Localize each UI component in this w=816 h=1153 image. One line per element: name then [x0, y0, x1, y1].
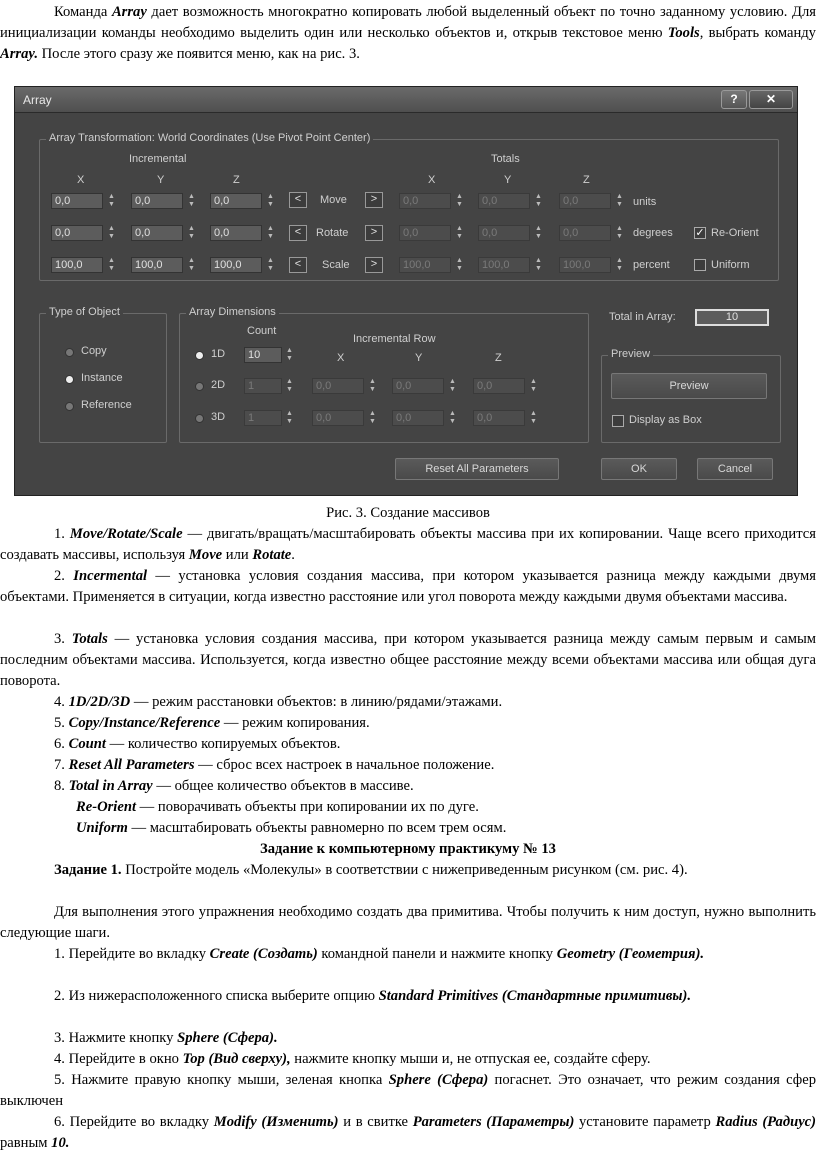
row-3d-y-field[interactable]: 0,0	[392, 410, 444, 426]
item-term: Totals	[71, 631, 108, 647]
step-term-2: Parameters (Параметры)	[412, 1114, 575, 1130]
2d-label: 2D	[211, 379, 226, 391]
item-text: — режим расстановки объектов: в линию/рядами/этажами.	[130, 694, 503, 710]
item-term-2: Move	[188, 547, 223, 563]
preview-button[interactable]: Preview	[611, 373, 767, 399]
spinner[interactable]: ▲ ▼	[535, 193, 542, 208]
spinner[interactable]: ▲ ▼	[369, 378, 376, 393]
spinner[interactable]: ▲ ▼	[286, 410, 293, 425]
reference-radio[interactable]	[65, 402, 74, 411]
1d-radio[interactable]	[195, 351, 204, 360]
incremental-row-header: Incremental Row	[353, 333, 436, 345]
step-item	[0, 1070, 816, 1112]
uniform-checkbox[interactable]	[694, 259, 706, 271]
preview-group-label: Preview	[608, 348, 653, 360]
item-term: Copy/Instance/Reference	[68, 715, 221, 731]
item-text: — сброс всех настроек в начальное положение.	[194, 757, 495, 773]
step-term: Standard Primitives (Стандартные примитивы).	[378, 988, 692, 1004]
step-item	[0, 1049, 816, 1070]
item-text: — масштабировать объекты равномерно по всем трем осям.	[127, 820, 507, 836]
count-2d-field[interactable]: 1	[244, 378, 282, 394]
list-item	[0, 755, 816, 776]
item-number: 6.	[54, 736, 69, 752]
step-item	[0, 986, 816, 1007]
intro-text-2: дает возможность многократно копировать любой выделенный объект по точно заданному условию. Для инициализации команды необходимо выделить один или несколько объектов и, открыв текстовое меню	[0, 4, 816, 41]
task-paragraph	[0, 860, 816, 881]
item-number: 7.	[54, 757, 69, 773]
item-term-3: Rotate	[252, 547, 292, 563]
scale-inc-x-field[interactable]: 100,0	[51, 257, 103, 273]
step-item	[0, 944, 816, 965]
type-group-label: Type of Object	[46, 306, 123, 318]
spinner[interactable]: ▲ ▼	[108, 225, 115, 240]
item-term: Count	[68, 736, 106, 752]
spinner[interactable]: ▲ ▼	[616, 193, 623, 208]
3d-radio[interactable]	[195, 414, 204, 423]
uniform-label: Uniform	[711, 259, 750, 271]
item-term: Total in Array	[68, 778, 153, 794]
item-text: — общее количество объектов в массиве.	[152, 778, 414, 794]
step-term-3: Radius (Радиус)	[715, 1114, 816, 1130]
totals-header: Totals	[491, 153, 520, 165]
spinner[interactable]: ▲ ▼	[530, 410, 537, 425]
inc-y-header: Y	[157, 174, 165, 186]
intro-paragraph	[0, 2, 816, 65]
task-label: Задание 1.	[54, 862, 122, 878]
spinner[interactable]: ▲ ▼	[188, 193, 195, 208]
item-number: 1.	[54, 526, 70, 542]
display-as-box-label: Display as Box	[629, 414, 702, 426]
spinner[interactable]: ▲ ▼	[616, 225, 623, 240]
1d-label: 1D	[211, 348, 226, 360]
array-dialog	[14, 86, 798, 496]
item-text: — двигать/вращать/масштабировать объекты массива при их копировании. Чаще всего приходится создавать массивы, используя	[0, 526, 816, 563]
copy-label: Copy	[81, 345, 107, 357]
step-text-2: и в свитке	[338, 1114, 413, 1130]
step-text: 6. Перейдите во вкладку	[54, 1114, 214, 1130]
move-tot-z-field[interactable]: 0,0	[559, 193, 611, 209]
spinner[interactable]: ▲ ▼	[108, 257, 115, 272]
list-item	[0, 629, 816, 692]
step-text: 2. Из нижерасположенного списка выберите опцию	[54, 988, 379, 1004]
rotate-inc-z-field[interactable]: 0,0	[210, 225, 262, 241]
item-text: — количество копируемых объектов.	[105, 736, 341, 752]
item-text: — поворачивать объекты при копировании их по дуге.	[136, 799, 479, 815]
ok-button[interactable]: OK	[601, 458, 677, 480]
row-2d-x-field[interactable]: 0,0	[312, 378, 364, 394]
step-term: Create (Создать)	[209, 946, 318, 962]
spinner[interactable]: ▲ ▼	[456, 225, 463, 240]
count-3d-field[interactable]: 1	[244, 410, 282, 426]
tot-x-header: X	[428, 174, 436, 186]
item-term: Incermental	[73, 568, 148, 584]
re-orient-checkbox[interactable]: ✓	[695, 227, 705, 239]
step-text: 5. Нажмите правую кнопку мыши, зеленая кнопка	[54, 1072, 389, 1088]
task-text: Постройте модель «Молекулы» в соответствии с нижеприведенным рисунком (см. рис. 4).	[121, 862, 688, 878]
row-y-header: Y	[415, 352, 423, 364]
step-term: Sphere (Сфера).	[177, 1030, 278, 1046]
step-text: 3. Нажмите кнопку	[54, 1030, 178, 1046]
step-term-4: 10.	[51, 1135, 70, 1151]
spinner[interactable]: ▲ ▼	[456, 257, 463, 272]
item-number: 8.	[54, 778, 69, 794]
spinner[interactable]: ▲ ▼	[369, 410, 376, 425]
intro-text-1: Команда	[54, 4, 112, 20]
copy-radio[interactable]	[65, 348, 74, 357]
help-button[interactable]: ?	[721, 90, 747, 109]
spinner[interactable]: ▲ ▼	[286, 347, 293, 362]
step-text-4: равным	[0, 1135, 52, 1151]
spinner[interactable]: ▲ ▼	[535, 257, 542, 272]
item-term: 1D/2D/3D	[68, 694, 131, 710]
spinner[interactable]: ▲ ▼	[108, 193, 115, 208]
tot-y-header: Y	[504, 174, 512, 186]
spinner[interactable]: ▲ ▼	[188, 257, 195, 272]
row-2d-y-field[interactable]: 0,0	[392, 378, 444, 394]
list-item	[0, 524, 816, 566]
row-3d-z-field[interactable]: 0,0	[473, 410, 525, 426]
scale-right-arrow-button[interactable]: >	[365, 257, 383, 273]
step-term: Sphere (Сфера)	[388, 1072, 489, 1088]
intro-array-term: Array	[111, 4, 147, 20]
item-term: Reset All Parameters	[68, 757, 195, 773]
tot-z-header: Z	[583, 174, 590, 186]
scale-left-arrow-button[interactable]: <	[289, 257, 307, 273]
spinner[interactable]: ▲ ▼	[449, 378, 456, 393]
step-text-2: погаснет. Это означает, что режим создания сфер выключен	[0, 1072, 816, 1109]
row-2d-z-field[interactable]: 0,0	[473, 378, 525, 394]
incremental-header: Incremental	[129, 153, 187, 165]
item-number: 2.	[54, 568, 74, 584]
step-term-2: Geometry (Геометрия).	[556, 946, 705, 962]
item-term: Move/Rotate/Scale	[69, 526, 183, 542]
scale-inc-z-field[interactable]: 100,0	[210, 257, 262, 273]
transform-group-label: Array Transformation: World Coordinates (Use Pivot Point Center)	[46, 132, 373, 144]
step-item	[0, 1028, 816, 1049]
inc-x-header: X	[77, 174, 85, 186]
list-item	[0, 566, 816, 608]
row-3d-x-field[interactable]: 0,0	[312, 410, 364, 426]
dialog-title: Array	[23, 93, 52, 107]
spinner[interactable]: ▲ ▼	[449, 410, 456, 425]
dialog-titlebar	[15, 87, 797, 113]
move-label: Move	[320, 194, 347, 206]
spinner[interactable]: ▲ ▼	[535, 225, 542, 240]
3d-label: 3D	[211, 411, 226, 423]
spinner[interactable]: ▲ ▼	[267, 257, 274, 272]
list-item	[0, 776, 816, 797]
item-number: 5.	[54, 715, 69, 731]
re-orient-label: Re-Orient	[711, 227, 759, 239]
row-z-header: Z	[495, 352, 502, 364]
scale-tot-y-field[interactable]: 100,0	[478, 257, 530, 273]
cancel-button[interactable]: Cancel	[697, 458, 773, 480]
spinner[interactable]: ▲ ▼	[286, 378, 293, 393]
count-header: Count	[247, 325, 277, 337]
units-label: units	[633, 196, 657, 208]
item-text: — установка условия создания массива, при котором указывается разница между каждыми двумя объектами. Применяется в ситуации, когда известно расстояние или угол поворота между каждыми двумя объектами массива.	[0, 568, 816, 605]
step-text: 1. Перейдите во вкладку	[54, 946, 210, 962]
scale-tot-z-field[interactable]: 100,0	[559, 257, 611, 273]
item-number: 3.	[54, 631, 72, 647]
spinner[interactable]: ▲ ▼	[267, 225, 274, 240]
total-in-array-label: Total in Array:	[609, 311, 676, 323]
intro-text-3: , выбрать команду	[699, 25, 816, 41]
reset-all-parameters-button[interactable]: Reset All Parameters	[395, 458, 559, 480]
scale-label: Scale	[322, 259, 350, 271]
list-item	[0, 713, 816, 734]
item-text-2: или	[222, 547, 253, 563]
rotate-tot-y-field[interactable]: 0,0	[478, 225, 530, 241]
step-item	[0, 1112, 816, 1153]
move-tot-y-field[interactable]: 0,0	[478, 193, 530, 209]
row-x-header: X	[337, 352, 345, 364]
move-tot-x-field[interactable]: 0,0	[399, 193, 451, 209]
move-right-arrow-button[interactable]: >	[365, 192, 383, 208]
move-inc-z-field[interactable]: 0,0	[210, 193, 262, 209]
move-inc-x-field[interactable]: 0,0	[51, 193, 103, 209]
spinner[interactable]: ▲ ▼	[616, 257, 623, 272]
spinner[interactable]: ▲ ▼	[267, 193, 274, 208]
rotate-inc-y-field[interactable]: 0,0	[131, 225, 183, 241]
step-text-2: командной панели и нажмите кнопку	[317, 946, 557, 962]
instance-radio[interactable]	[65, 375, 74, 384]
intro-text-4: После этого сразу же появится меню, как на рис. 3.	[37, 46, 360, 62]
list-item	[0, 692, 816, 713]
count-1d-field[interactable]: 10	[244, 347, 282, 363]
step-term: Top (Вид сверху),	[182, 1051, 291, 1067]
rotate-tot-z-field[interactable]: 0,0	[559, 225, 611, 241]
list-item	[0, 797, 816, 818]
intro-tools-term: Tools	[667, 25, 700, 41]
close-button[interactable]: ✕	[749, 90, 793, 109]
scale-tot-x-field[interactable]: 100,0	[399, 257, 451, 273]
reference-label: Reference	[81, 399, 132, 411]
item-number: 4.	[54, 694, 69, 710]
scale-inc-y-field[interactable]: 100,0	[131, 257, 183, 273]
list-item	[0, 734, 816, 755]
spinner[interactable]: ▲ ▼	[530, 378, 537, 393]
item-text-3: .	[291, 547, 295, 563]
intro-array-command: Array.	[0, 46, 38, 62]
inc-z-header: Z	[233, 174, 240, 186]
degrees-label: degrees	[633, 227, 673, 239]
task-intro: Для выполнения этого упражнения необходимо создать два примитива. Чтобы получить к ним доступ, нужно выполнить следующие шаги.	[0, 904, 816, 941]
step-text-3: установите параметр	[574, 1114, 716, 1130]
rotate-right-arrow-button[interactable]: >	[365, 225, 383, 241]
item-text: — установка условия создания массива, при котором указывается разница между самым первым и самым последним объектами массива. Используется, когда известно общее расстояние между всеми объектами массива или общая дуга поворота.	[0, 631, 816, 689]
item-text: — режим копирования.	[220, 715, 370, 731]
step-term: Modify (Изменить)	[213, 1114, 339, 1130]
move-inc-y-field[interactable]: 0,0	[131, 193, 183, 209]
rotate-tot-x-field[interactable]: 0,0	[399, 225, 451, 241]
step-text-2: нажмите кнопку мыши и, не отпуская ее, создайте сферу.	[290, 1051, 651, 1067]
list-item	[0, 818, 816, 839]
section-title: Задание к компьютерному практикуму № 13	[260, 841, 556, 857]
percent-label: percent	[633, 259, 670, 271]
rotate-left-arrow-button[interactable]: <	[289, 225, 307, 241]
preview-group	[601, 348, 781, 443]
instance-label: Instance	[81, 372, 123, 384]
step-text: 4. Перейдите в окно	[54, 1051, 183, 1067]
2d-radio[interactable]	[195, 382, 204, 391]
total-in-array-field: 10	[695, 309, 769, 326]
spinner[interactable]: ▲ ▼	[188, 225, 195, 240]
move-left-arrow-button[interactable]: <	[289, 192, 307, 208]
dims-group-label: Array Dimensions	[186, 306, 279, 318]
rotate-label: Rotate	[316, 227, 349, 239]
item-term: Uniform	[76, 820, 128, 836]
figure-caption: Рис. 3. Создание массивов	[326, 505, 490, 521]
display-as-box-checkbox[interactable]	[612, 415, 624, 427]
item-term: Re-Orient	[76, 799, 136, 815]
rotate-inc-x-field[interactable]: 0,0	[51, 225, 103, 241]
spinner[interactable]: ▲ ▼	[456, 193, 463, 208]
